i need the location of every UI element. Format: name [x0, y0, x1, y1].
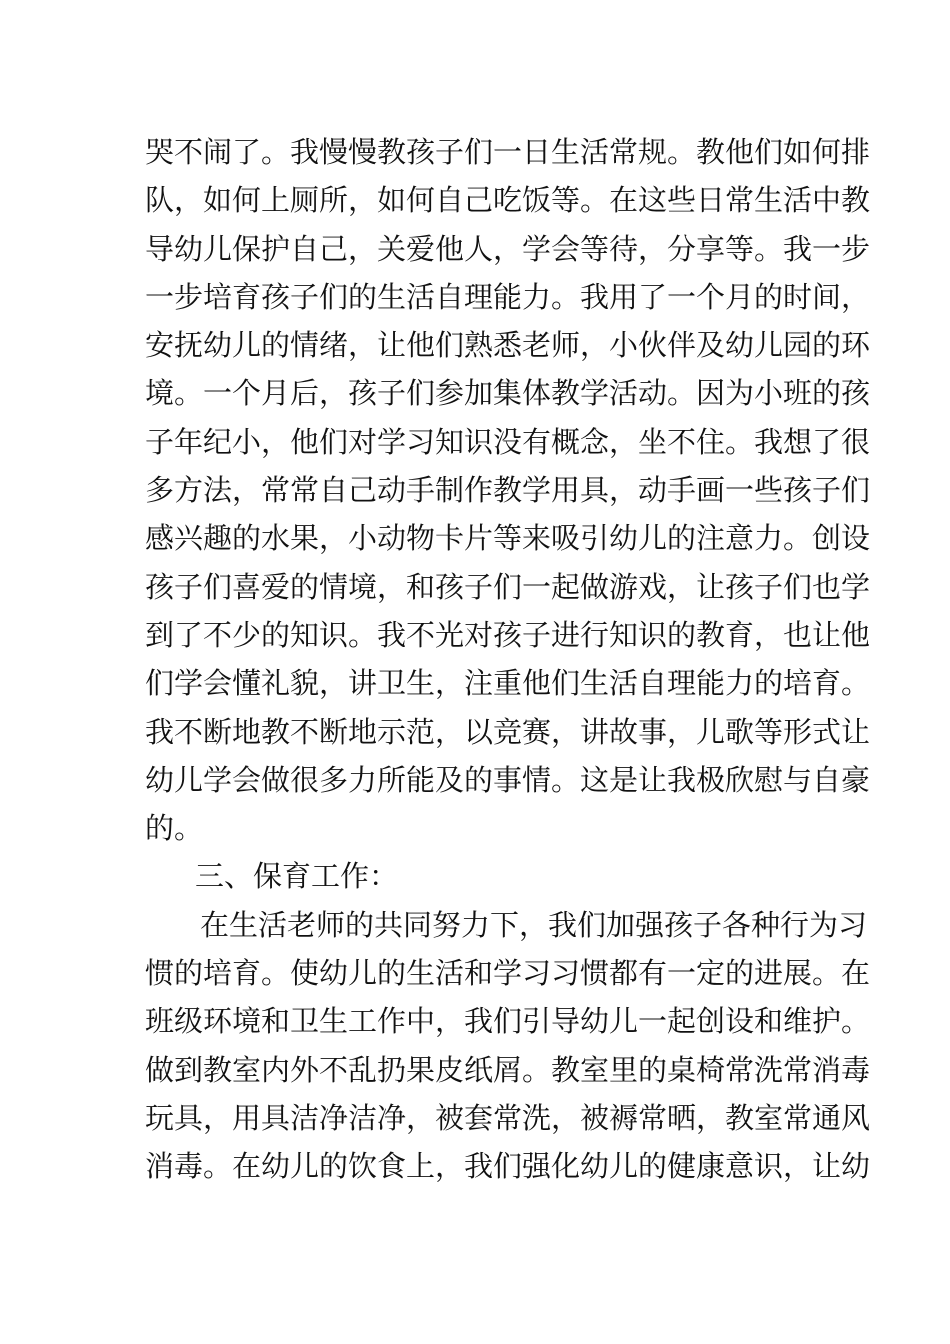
body-text	[145, 128, 871, 1191]
text-line: 安抚幼儿的情绪，让他们熟悉老师，小伙伴及幼儿园的环	[145, 328, 871, 363]
text-line: 在生活老师的共同努力下，我们加强孩子各种行为习	[200, 907, 868, 942]
text-line: 做到教室内外不乱扔果皮纸屑。教室里的桌椅常洗常消毒	[145, 1052, 871, 1087]
text-line: 子年纪小，他们对学习知识没有概念，坐不住。我想了很	[145, 424, 871, 459]
section-heading: 三、保育工作：	[195, 859, 399, 894]
text-line: 玩具，用具洁净洁净，被套常洗，被褥常晒，教室常通风	[145, 1100, 871, 1135]
text-line: 们学会懂礼貌，讲卫生，注重他们生活自理能力的培育。	[145, 666, 871, 701]
text-line: 感兴趣的水果，小动物卡片等来吸引幼儿的注意力。创设	[145, 521, 871, 556]
text-line: 多方法，常常自己动手制作教学用具，动手画一些孩子们	[145, 473, 871, 508]
text-line: 惯的培育。使幼儿的生活和学习习惯都有一定的进展。在	[145, 956, 871, 991]
text-line: 我不断地教不断地示范，以竞赛，讲故事，儿歌等形式让	[145, 714, 871, 749]
text-line: 一步培育孩子们的生活自理能力。我用了一个月的时间，	[145, 279, 871, 314]
text-line: 的。	[145, 811, 204, 846]
text-line: 队，如何上厕所，如何自己吃饭等。在这些日常生活中教	[145, 183, 871, 218]
text-line: 班级环境和卫生工作中，我们引导幼儿一起创设和维护。	[145, 1004, 871, 1039]
text-line: 孩子们喜爱的情境，和孩子们一起做游戏，让孩子们也学	[145, 569, 871, 604]
text-line: 境。一个月后，孩子们参加集体教学活动。因为小班的孩	[145, 376, 871, 411]
text-line: 导幼儿保护自己，关爱他人，学会等待，分享等。我一步	[145, 231, 871, 266]
text-line: 哭不闹了。我慢慢教孩子们一日生活常规。教他们如何排	[145, 135, 871, 169]
text-line: 消毒。在幼儿的饮食上，我们强化幼儿的健康意识，让幼	[145, 1149, 871, 1184]
text-line: 幼儿学会做很多力所能及的事情。这是让我极欣慰与自豪	[145, 762, 871, 797]
text-line: 到了不少的知识。我不光对孩子进行知识的教育，也让他	[145, 617, 871, 652]
